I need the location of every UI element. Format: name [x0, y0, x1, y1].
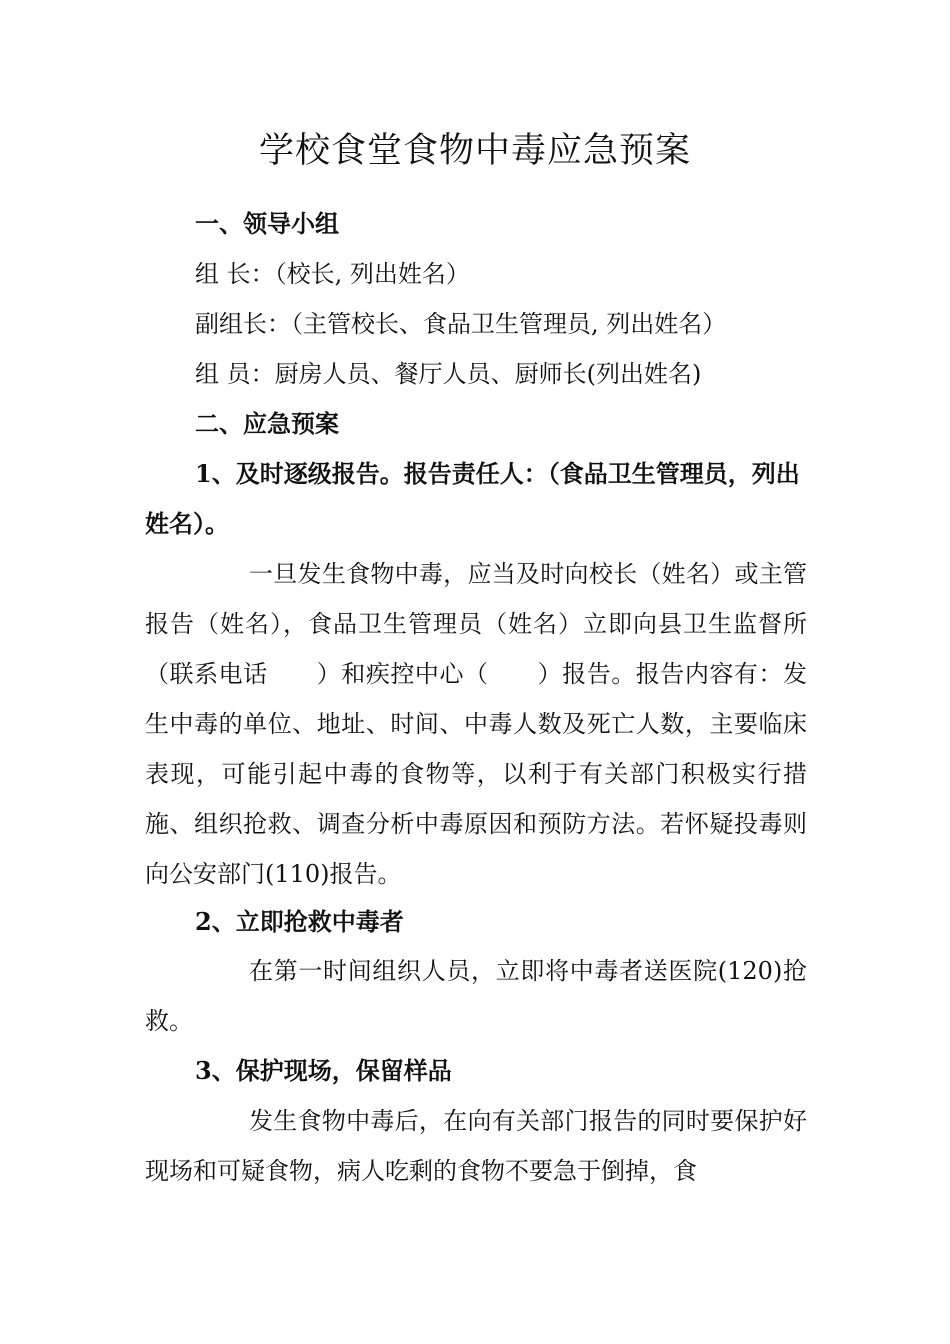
- item-1-heading: 1、及时逐级报告。报告责任人：（食品卫生管理员，列出姓名）。: [145, 459, 800, 538]
- item-3-body: 发生食物中毒后，在向有关部门报告的同时要保护好现场和可疑食物，病人吃剩的食物不要急于倒掉，食: [145, 1107, 807, 1185]
- section-1-heading: 一、领导小组: [195, 209, 339, 238]
- section-2-heading: 二、应急预案: [195, 409, 339, 438]
- leader-line: 组 长：（校长, 列出姓名）: [195, 260, 470, 288]
- item-2-body: 在第一时间组织人员，立即将中毒者送医院(120)抢救。: [145, 957, 807, 1035]
- item-1-body: 一旦发生食物中毒，应当及时向校长（姓名）或主管报告（姓名），食品卫生管理员（姓名）立即向县卫生监督所（联系电话 ）和疾控中心（ ）报告。报告内容有：发生中毒的单位、地址、时间、中毒人数及死亡人数，主要临床表现，可能引起中毒的食物等，以利于有关部门积极实行措施、组织抢救、调查分析中毒原因和预防方法。若怀疑投毒则向公安部门(110)报告。: [145, 560, 807, 888]
- document-title: 学校食堂食物中毒应急预案: [258, 131, 691, 171]
- item-2-heading: 2、立即抢救中毒者: [195, 907, 404, 936]
- members-line: 组 员：厨房人员、餐厅人员、厨师长(列出姓名): [195, 360, 702, 388]
- deputy-leader-line: 副组长：（主管校长、食品卫生管理员, 列出姓名）: [195, 310, 727, 338]
- item-3-heading: 3、保护现场，保留样品: [195, 1056, 452, 1085]
